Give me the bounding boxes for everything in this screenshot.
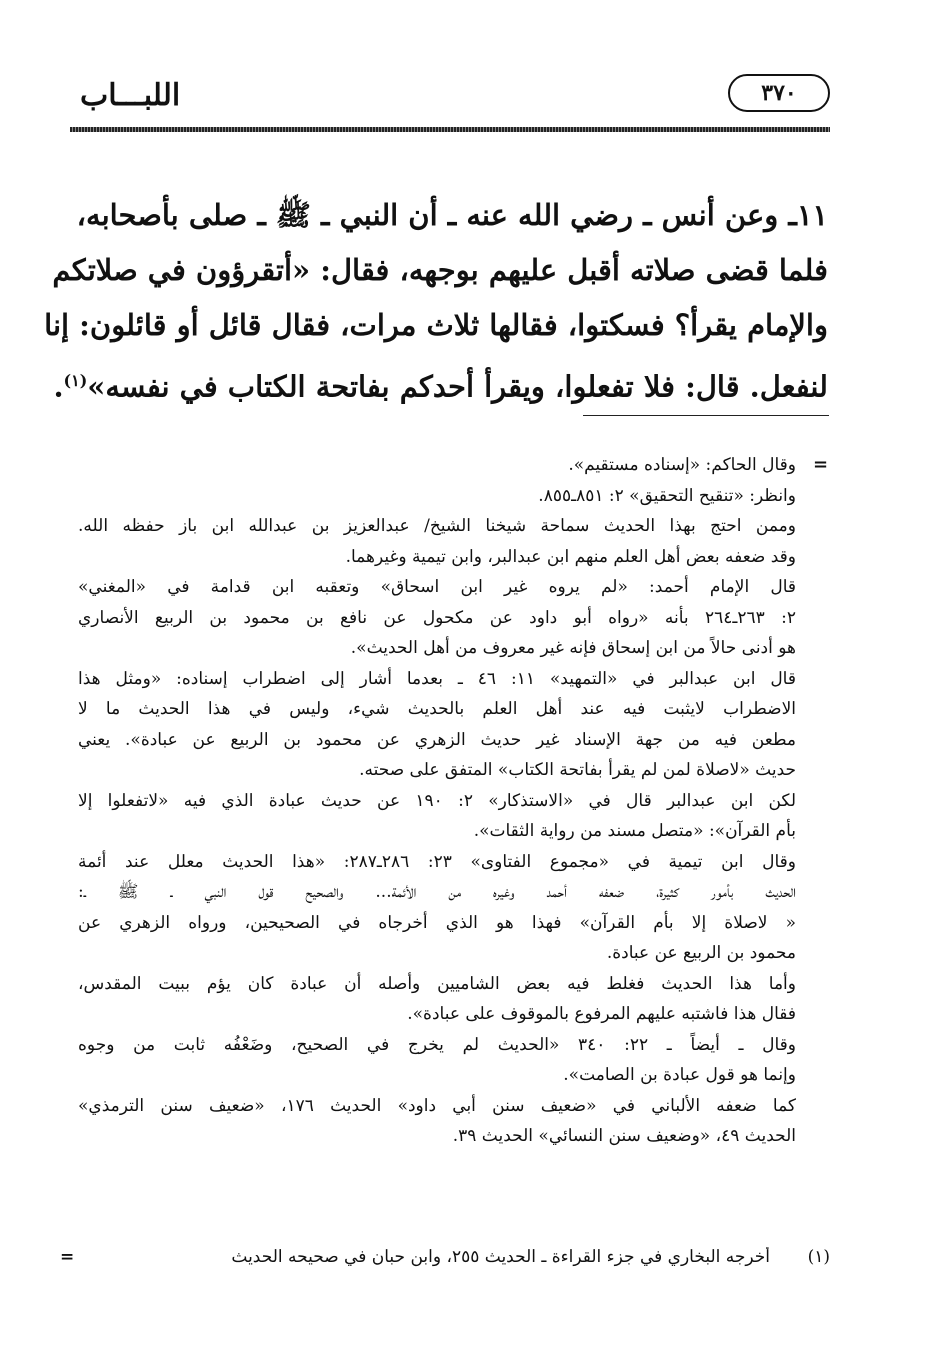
footnote-divider bbox=[583, 415, 829, 416]
note-line: فقال هذا فاشتبه عليهم المرفوع بالموقوف على عبادة». bbox=[407, 1004, 796, 1024]
note-line: الحديث ٤٩، «وضعيف سنن النسائي» الحديث ٣٩. bbox=[452, 1126, 796, 1146]
note-line: وأما هذا الحديث فغلط فيه بعض الشاميين وأصله أن عبادة كان يؤم ببيت المقدس، bbox=[78, 973, 796, 994]
note-line: هو أدنى حالاً من ابن إسحاق فإنه غير معروف من أهل الحديث». bbox=[350, 638, 796, 658]
page-header bbox=[60, 68, 830, 118]
note-line: الاضطراب لايثبت فيه عند أهل العلم بالحديث شيء، وليس في هذا الحديث ما لا bbox=[78, 699, 796, 719]
note-line: كما ضعفه الألباني في «ضعيف سنن أبي داود» الحديث ١٧٦، «ضعيف سنن الترمذي» bbox=[78, 1095, 796, 1116]
hadith-line-text: لنفعل. قال: فلا تفعلوا، ويقرأ أحدكم بفاتحة الكتاب في نفسه» bbox=[87, 369, 828, 404]
footnote-reference: (١) bbox=[63, 371, 88, 390]
note-line: « لاصلاة إلا بأم القرآن» فهذا هو الذي أخرجاه في الصحيحين، ورواه الزهري عن bbox=[78, 912, 796, 933]
footnote-marker: (١) bbox=[807, 1247, 830, 1267]
note-line: الحديث بأمور كثيرة، ضعفه أحمد وغيره من الأئمة... والصحيح قول النبي ـ ﷺ ـ: bbox=[78, 882, 796, 902]
note-line: وانظر: «تنقيح التحقيق» ٢: ٨٥١ـ٨٥٥. bbox=[538, 485, 796, 506]
note-line: محمود بن الربيع عن عبادة. bbox=[606, 943, 796, 963]
footnotes-body bbox=[78, 450, 796, 1152]
note-line: وإنما هو قول عبادة بن الصامت». bbox=[563, 1065, 796, 1085]
note-line: وقال ابن تيمية في «مجموع الفتاوى» ٢٣: ٢٨٦ـ٢٨٧: «هذا الحديث معلل عند أئمة bbox=[78, 851, 796, 872]
footnote-text: أخرجه البخاري في جزء القراءة ـ الحديث ٢٥٥، وابن حبان في صحيحه الحديث bbox=[231, 1247, 770, 1267]
note-line: ٢: ٢٦٣ـ٢٦٤ بأنه «رواه أبو داود عن مكحول عن نافع بن محمود بن الربيع الأنصاري bbox=[78, 607, 796, 628]
note-line: وقد ضعفه بعض أهل العلم منهم ابن عبدالبر، وابن تيمية وغيرهما. bbox=[345, 546, 796, 567]
note-line: قال ابن عبدالبر في «التمهيد» ١١: ٤٦ ـ بعدما أشار إلى اضطراب إسناده: «ومثل هذا bbox=[78, 668, 796, 689]
footnote-continuation-mark: = bbox=[60, 1247, 75, 1267]
header-rule bbox=[70, 127, 830, 132]
hadith-line: ١١ـ وعن أنس ـ رضي الله عنه ـ أن النبي ـ ﷺ ـ صلى بأصحابه، bbox=[76, 198, 828, 232]
note-line: لكن ابن عبدالبر قال في «الاستذكار» ٢: ١٩٠ عن حديث عبادة الذي فيه «لاتفعلوا إلا bbox=[78, 790, 796, 811]
note-line: قال الإمام أحمد: «لم يروه غير ابن اسحاق» وتعقبه ابن قدامة في «المغني» bbox=[78, 577, 796, 597]
hadith-text bbox=[44, 188, 828, 415]
hadith-line: فلما قضى صلاته أقبل عليهم بوجهه، فقال: «أتقرؤون في صلاتكم bbox=[52, 253, 828, 287]
note-line: وممن احتج بهذا الحديث سماحة شيخنا الشيخ/ عبدالعزيز بن عبدالله ابن باز حفظه الله. bbox=[78, 516, 796, 536]
note-line: وقال ـ أيضاً ـ ٢٢: ٣٤٠ «الحديث لم يخرج في الصحيح، وضَعْفُه ثابت من وجوه bbox=[78, 1034, 796, 1055]
note-line: وقال الحاكم: «إسناده مستقيم». bbox=[568, 455, 796, 475]
footnote-1 bbox=[60, 1245, 830, 1275]
page-number-badge: ٣٧٠ bbox=[728, 74, 830, 112]
note-line: بأم القرآن»: «متصل مسند من رواية الثقات». bbox=[473, 821, 796, 841]
continuation-mark: = bbox=[813, 454, 829, 475]
note-line: مطعن فيه من جهة الإسناد غير حديث الزهري عن محمود بن الربيع عن عبادة». يعني bbox=[78, 729, 796, 750]
hadith-line: والإمام يقرأ؟ فسكتوا، فقالها ثلاث مرات، فقال قائل أو قائلون: إنا bbox=[44, 308, 828, 342]
page-title: اللبـــاب bbox=[80, 78, 181, 113]
note-line: حديث «لاصلاة لمن لم يقرأ بفاتحة الكتاب» المتفق على صحته. bbox=[359, 760, 796, 780]
hadith-line: لنفعل. قال: فلا تفعلوا، ويقرأ أحدكم بفاتحة الكتاب في نفسه»$^{(١)}$. bbox=[53, 369, 828, 404]
